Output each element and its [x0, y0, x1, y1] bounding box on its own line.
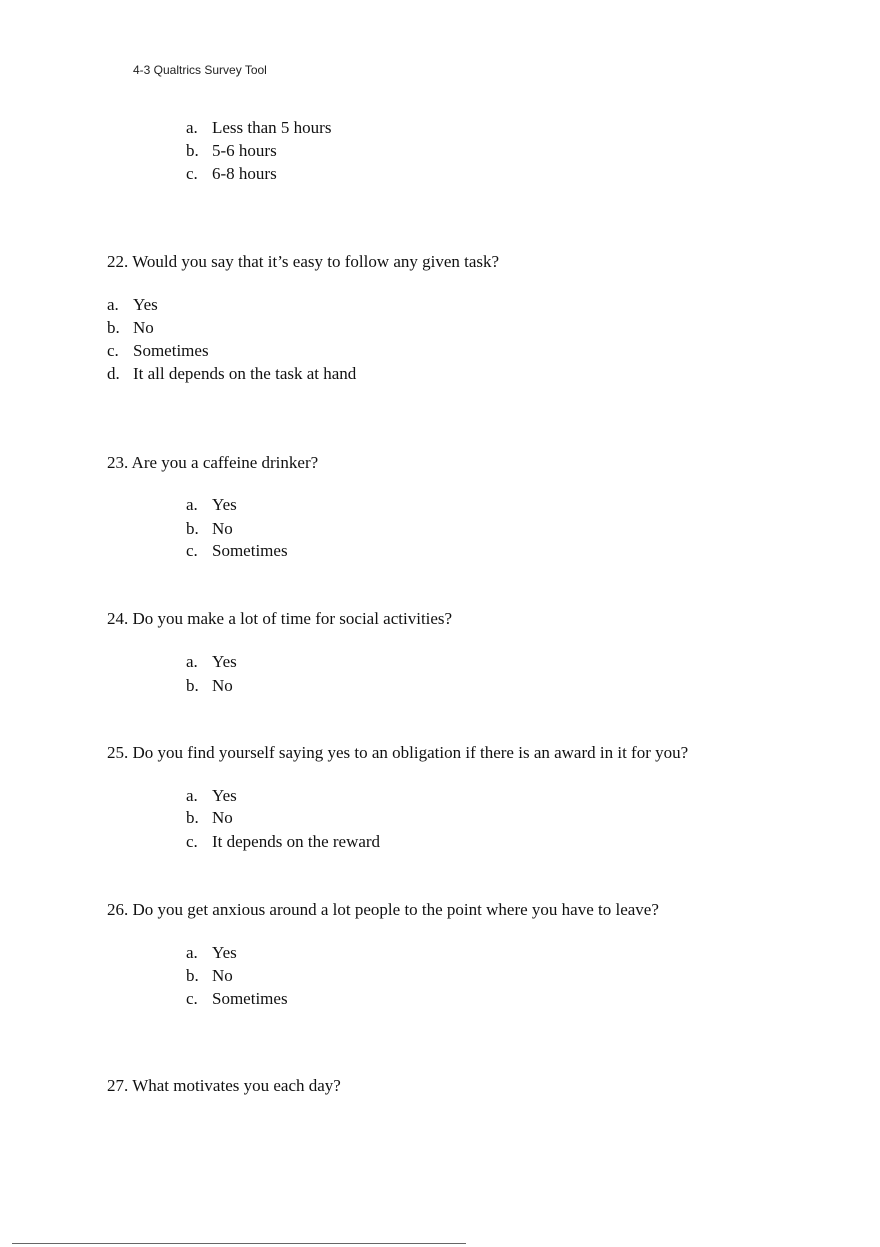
option-letter: a.: [186, 943, 198, 962]
option-letter: c.: [186, 832, 198, 851]
option-text: Yes: [212, 943, 237, 962]
option-letter: c.: [186, 989, 198, 1008]
option-text: Sometimes: [133, 341, 209, 360]
option-text: No: [133, 318, 154, 337]
option-text: Yes: [133, 295, 158, 314]
q27-question: 27. What motivates you each day?: [107, 1076, 341, 1095]
option-text: Less than 5 hours: [212, 118, 332, 137]
option-letter: b.: [186, 966, 199, 985]
option-text: Yes: [212, 495, 237, 514]
option-letter: b.: [107, 318, 120, 337]
q22-question: 22. Would you say that it’s easy to follow any given task?: [107, 252, 500, 271]
option-letter: c.: [186, 541, 198, 560]
option-text: 6-8 hours: [212, 164, 277, 183]
option-letter: b.: [186, 519, 199, 538]
option-letter: a.: [186, 786, 198, 805]
option-letter: d.: [107, 364, 120, 383]
option-text: 5-6 hours: [212, 141, 277, 160]
option-text: It all depends on the task at hand: [133, 364, 357, 383]
option-letter: c.: [107, 341, 119, 360]
option-letter: a.: [186, 118, 198, 137]
footer-divider: [12, 1243, 466, 1244]
q26-question: 26. Do you get anxious around a lot people to the point where you have to leave?: [107, 900, 659, 919]
option-text: No: [212, 808, 233, 827]
option-letter: a.: [186, 495, 198, 514]
option-letter: b.: [186, 141, 199, 160]
document-header: 4-3 Qualtrics Survey Tool: [133, 63, 267, 77]
option-text: Yes: [212, 786, 237, 805]
option-text: Sometimes: [212, 989, 288, 1008]
option-text: Yes: [212, 652, 237, 671]
option-letter: b.: [186, 808, 199, 827]
option-letter: b.: [186, 676, 199, 695]
option-letter: a.: [186, 652, 198, 671]
option-text: Sometimes: [212, 541, 288, 560]
q25-question: 25. Do you find yourself saying yes to an obligation if there is an award in it for you?: [107, 743, 689, 762]
q24-question: 24. Do you make a lot of time for social activities?: [107, 609, 453, 628]
option-letter: a.: [107, 295, 119, 314]
option-text: No: [212, 676, 233, 695]
option-text: No: [212, 519, 233, 538]
option-text: It depends on the reward: [212, 832, 381, 851]
option-letter: c.: [186, 164, 198, 183]
q23-question: 23. Are you a caffeine drinker?: [107, 453, 319, 472]
option-text: No: [212, 966, 233, 985]
